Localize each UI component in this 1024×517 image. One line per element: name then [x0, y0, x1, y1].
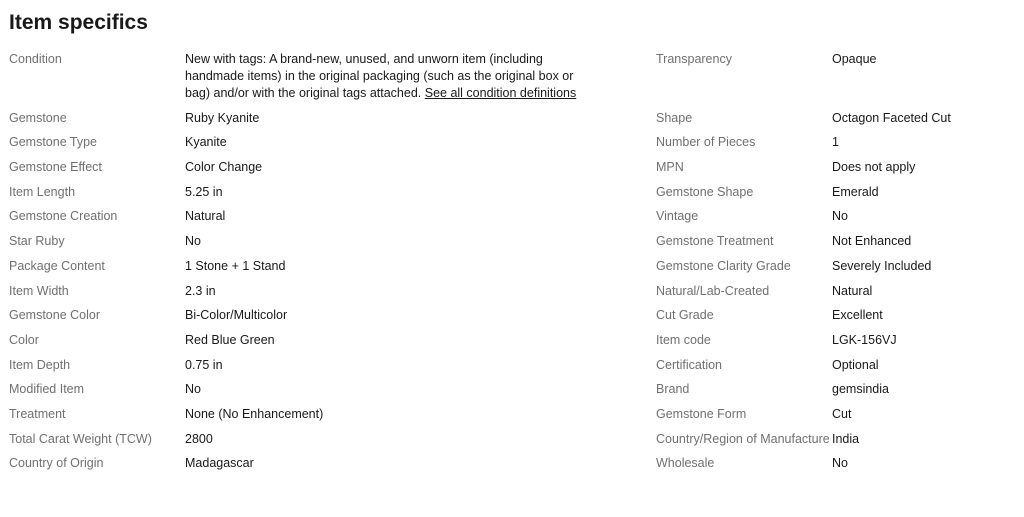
spec-value: No [185, 382, 201, 397]
spec-label: Total Carat Weight (TCW) [9, 431, 152, 446]
spec-value: Excellent [832, 308, 883, 323]
spec-label: Gemstone Creation [9, 209, 118, 224]
spec-label: Natural/Lab-Created [656, 283, 770, 298]
spec-value: 2800 [185, 431, 213, 446]
spec-value: 5.25 in [185, 184, 223, 199]
spec-value: Madagascar [185, 456, 254, 471]
spec-value: 2.3 in [185, 283, 216, 298]
condition-description: New with tags: A brand-new, unused, and unworn item (including handmade items) in the original packaging (such as the original box or bag) and/or with the original tags attached. [185, 52, 574, 100]
spec-label: Certification [656, 357, 722, 372]
spec-label: Cut Grade [656, 308, 714, 323]
condition-value [185, 50, 580, 109]
spec-value: Ruby Kyanite [185, 110, 260, 125]
spec-label: Gemstone Treatment [656, 234, 774, 249]
section-title: Item specifics [9, 11, 148, 34]
item-specifics-grid [9, 50, 1009, 479]
spec-value: India [832, 431, 860, 446]
spec-value: gemsindia [832, 382, 889, 397]
spec-label: Modified Item [9, 382, 85, 397]
spec-value: 1 Stone + 1 Stand [185, 258, 286, 273]
spec-label: Item Length [9, 184, 76, 199]
spec-value: Red Blue Green [185, 332, 275, 347]
spec-label: Package Content [9, 258, 105, 273]
spec-label: Item code [656, 332, 711, 347]
spec-value: None (No Enhancement) [185, 406, 324, 421]
spec-value: Color Change [185, 160, 263, 175]
spec-label: MPN [656, 160, 684, 175]
spec-label: Treatment [9, 406, 66, 421]
spec-value: Emerald [832, 184, 879, 199]
spec-label: Star Ruby [9, 234, 65, 249]
spec-label: Transparency [656, 52, 732, 66]
spec-value: No [832, 456, 848, 471]
spec-label: Color [9, 332, 39, 347]
spec-value: LGK-156VJ [832, 332, 897, 347]
spec-label: Number of Pieces [656, 135, 756, 150]
spec-value: Kyanite [185, 135, 227, 150]
spec-value: Not Enhanced [832, 234, 912, 249]
spec-label: Gemstone Color [9, 308, 101, 323]
spec-value: No [185, 234, 201, 249]
spec-label: Gemstone Clarity Grade [656, 258, 791, 273]
spec-label: Gemstone Shape [656, 184, 754, 199]
spec-value: Cut [832, 406, 852, 421]
spec-label: Item Depth [9, 357, 71, 372]
spec-label: Wholesale [656, 456, 715, 471]
spec-label: Gemstone [9, 110, 67, 125]
spec-label: Shape [656, 110, 693, 125]
spec-label: Gemstone Type [9, 135, 98, 150]
spec-value: Natural [185, 209, 226, 224]
spec-value: Natural [832, 283, 873, 298]
spec-value: Bi-Color/Multicolor [185, 308, 288, 323]
spec-value: 1 [832, 135, 839, 150]
spec-value: Does not apply [832, 160, 916, 175]
spec-label: Gemstone Form [656, 406, 747, 421]
spec-label: Vintage [656, 209, 699, 224]
spec-label: Gemstone Effect [9, 160, 102, 175]
spec-value: Opaque [832, 52, 877, 66]
spec-label: Country/Region of Manufacture [656, 431, 830, 446]
spec-value: No [832, 209, 848, 224]
spec-value: Octagon Faceted Cut [832, 110, 951, 125]
spec-label: Item Width [9, 283, 69, 298]
spec-label: Country of Origin [9, 456, 104, 471]
condition-definitions-link[interactable]: See all condition definitions [424, 86, 577, 100]
spec-value: 0.75 in [185, 357, 223, 372]
spec-value: Severely Included [832, 258, 932, 273]
spec-label: Brand [656, 382, 690, 397]
spec-label: Condition [9, 52, 62, 66]
spec-value: Optional [832, 357, 879, 372]
